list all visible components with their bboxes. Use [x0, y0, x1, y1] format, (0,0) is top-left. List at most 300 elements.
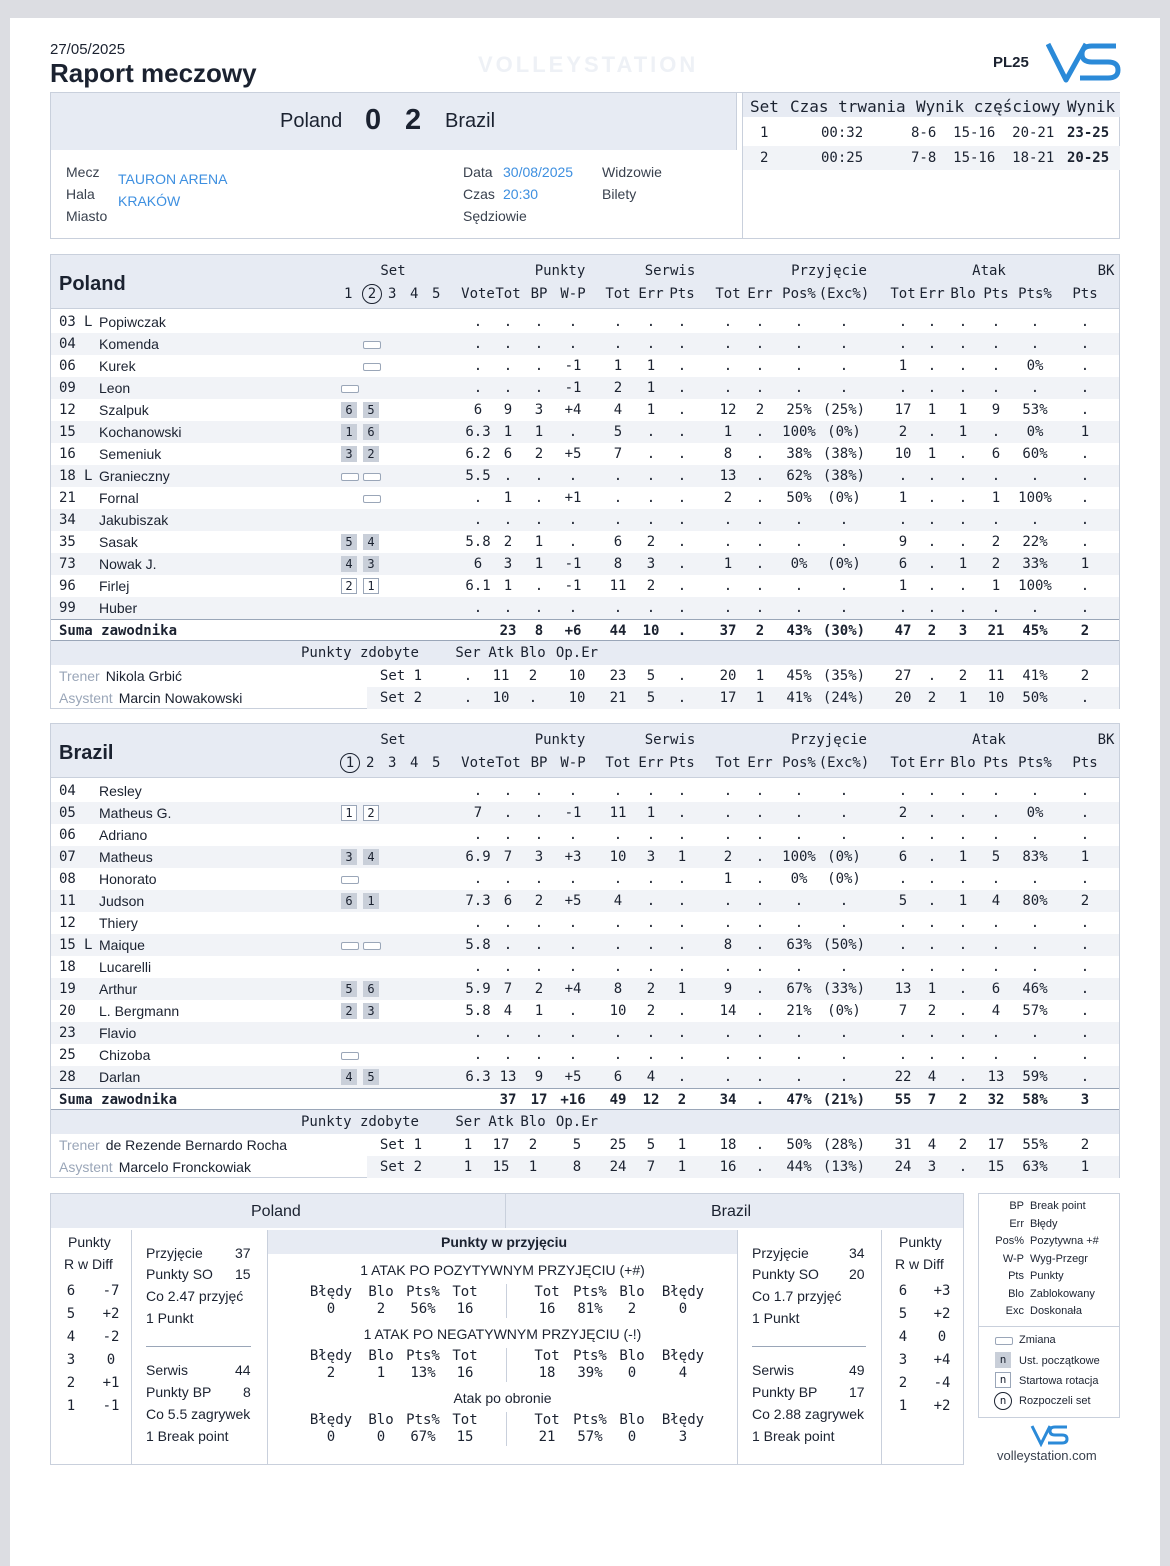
stat-cell: . — [839, 380, 849, 396]
home-so-label: Punkty SO — [146, 1266, 213, 1282]
stat-cell: . — [927, 600, 937, 616]
stat-cell: -1 — [564, 380, 582, 396]
stat-cell: . — [958, 915, 968, 931]
legend-abbr: Err — [1009, 1217, 1024, 1230]
vote-value: . — [473, 783, 483, 799]
stat-cell: 0% — [790, 556, 808, 572]
divider — [979, 1326, 1119, 1327]
coach-label — [59, 1137, 287, 1153]
stat-cell: 1 — [677, 849, 687, 865]
legend-abbr: Pos% — [995, 1235, 1024, 1247]
hala-value: TAURON ARENA — [118, 171, 228, 187]
stat-cell: . — [677, 600, 687, 616]
libero-marker: L — [84, 937, 93, 953]
player-name: Flavio — [99, 1025, 137, 1041]
section-value: 21 — [538, 1429, 556, 1445]
set-label: Set 2 — [379, 1159, 423, 1175]
stat-cell: 1 — [958, 402, 968, 418]
stat-cell: . — [1030, 871, 1040, 887]
summary-header-divider — [505, 1194, 506, 1228]
legend-desc: Doskonała — [1030, 1305, 1082, 1317]
pz-cell: . — [528, 690, 538, 706]
player-number: 28 — [59, 1069, 76, 1085]
section-col-header: Pts% — [573, 1284, 607, 1300]
score-bar — [51, 93, 737, 150]
stat-cell: 2 — [927, 1003, 937, 1019]
away-team-name: Brazil — [445, 110, 496, 132]
stat-cell: . — [1080, 358, 1090, 374]
rotation-box: 3 — [341, 849, 357, 865]
group-header: Przyjęcie — [791, 732, 867, 748]
rotation-diff: -4 — [933, 1375, 951, 1391]
stat-cell: . — [958, 959, 968, 975]
vote-value: . — [473, 314, 483, 330]
player-name: Lucarelli — [99, 959, 152, 975]
sum-cell: 2 — [677, 1092, 687, 1108]
stat-cell: . — [568, 468, 578, 484]
stat-cell: . — [958, 1025, 968, 1041]
stat-cell: 5 — [898, 893, 908, 909]
stat-cell: . — [1080, 1069, 1090, 1085]
set-label: Set 2 — [379, 690, 423, 706]
stat-cell: . — [677, 1047, 687, 1063]
column-header: Pts — [1072, 755, 1098, 771]
stat-cell: . — [723, 1047, 733, 1063]
player-number: 06 — [59, 827, 76, 843]
set-stat-cell: 1 — [677, 1159, 687, 1175]
set-stat-cell: 41% — [1022, 668, 1048, 684]
section-col-header: Tot — [452, 1348, 478, 1364]
stat-cell: 80% — [1022, 893, 1048, 909]
section-value: 39% — [577, 1365, 603, 1381]
set-number-header: 3 — [388, 755, 397, 771]
stat-cell: . — [958, 1069, 968, 1085]
column-header: Pts% — [1018, 755, 1052, 771]
stat-cell: 1 — [503, 578, 513, 594]
player-number: 73 — [59, 556, 76, 572]
pz-col-header: Atk — [488, 1114, 514, 1130]
set-stat-cell: 7 — [646, 1159, 656, 1175]
stat-cell: 5 — [613, 424, 623, 440]
home-so-value: 15 — [235, 1266, 251, 1282]
group-header: Przyjęcie — [791, 263, 867, 279]
sum-label: Suma zawodnika — [59, 1092, 178, 1108]
stat-cell: . — [755, 556, 765, 572]
set-stat-cell: 20 — [719, 668, 737, 684]
away-so-value: 20 — [849, 1266, 865, 1282]
player-row — [51, 890, 1119, 912]
sum-cell: 37 — [719, 623, 737, 639]
set-stat-cell: 11 — [987, 668, 1005, 684]
stat-cell: 8 — [613, 981, 623, 997]
stat-cell: . — [1080, 600, 1090, 616]
home-co-zagrywek: Co 5.5 zagrywek — [146, 1406, 251, 1422]
pz-col-header: Blo — [520, 645, 546, 661]
stat-cell: . — [646, 314, 656, 330]
stat-cell: 1 — [927, 446, 937, 462]
player-number: 05 — [59, 805, 76, 821]
stat-cell: (0%) — [827, 871, 861, 887]
stat-cell: . — [534, 314, 544, 330]
pz-label: Punkty zdobyte — [300, 645, 419, 661]
player-name: Jakubiszak — [99, 512, 169, 528]
stat-cell: . — [1030, 512, 1040, 528]
section-value: 13% — [410, 1365, 436, 1381]
stat-cell: (25%) — [822, 402, 866, 418]
stat-cell: 6 — [503, 446, 513, 462]
section-col-header: Pts% — [406, 1412, 440, 1428]
stat-cell: 8 — [613, 556, 623, 572]
rotation-box: 5 — [363, 402, 379, 418]
stat-cell: 22% — [1022, 534, 1048, 550]
sum-cell: 23 — [499, 623, 517, 639]
stat-cell: 1 — [898, 358, 908, 374]
stat-cell: . — [1030, 336, 1040, 352]
player-name: Resley — [99, 783, 142, 799]
stat-cell: . — [723, 600, 733, 616]
stat-cell: . — [898, 959, 908, 975]
away-punkt: 1 Punkt — [752, 1310, 800, 1326]
stat-cell: . — [568, 424, 578, 440]
stat-cell: . — [755, 805, 765, 821]
set-partial: 7-8 15-16 18-21 — [911, 150, 1055, 166]
away-co-przyjec: Co 1.7 przyjęć — [752, 1288, 842, 1304]
stat-cell: . — [503, 468, 513, 484]
sum-cell: . — [755, 1092, 765, 1108]
stat-cell: . — [568, 783, 578, 799]
column-header: Tot — [890, 755, 916, 771]
stat-cell: . — [958, 937, 968, 953]
stat-cell: . — [1080, 1003, 1090, 1019]
stat-cell: 2 — [646, 1003, 656, 1019]
stat-cell: . — [534, 871, 544, 887]
sum-cell: 2 — [958, 1092, 968, 1108]
stat-cell: . — [839, 600, 849, 616]
stat-cell: 2 — [534, 893, 544, 909]
sum-cell: 2 — [1080, 623, 1090, 639]
label-widzowie: Widzowie — [602, 164, 662, 180]
set-stat-cell: . — [958, 1159, 968, 1175]
player-number: 19 — [59, 981, 76, 997]
stat-cell: . — [1080, 534, 1090, 550]
stat-cell: . — [677, 1003, 687, 1019]
rotation-box: 5 — [363, 1069, 379, 1085]
pz-cell: 1 — [463, 1137, 473, 1153]
section-divider — [506, 1348, 507, 1382]
player-name: Judson — [99, 893, 145, 909]
stat-cell: 6 — [991, 981, 1001, 997]
legend-abbr: W-P — [1002, 1252, 1024, 1265]
stat-cell: . — [613, 937, 623, 953]
stat-cell: . — [927, 915, 937, 931]
vote-header: Vote — [461, 286, 495, 302]
stat-cell: . — [568, 1025, 578, 1041]
stat-cell: 13 — [719, 468, 737, 484]
stat-cell: . — [794, 314, 804, 330]
section-value: 56% — [410, 1301, 436, 1317]
stat-cell: 2 — [898, 805, 908, 821]
sum-cell: 44 — [609, 623, 627, 639]
stat-cell: . — [839, 336, 849, 352]
pz-cell: 11 — [492, 668, 510, 684]
player-name: Kochanowski — [99, 424, 182, 440]
player-row — [51, 421, 1119, 443]
column-header: Pts — [669, 755, 695, 771]
stat-cell: . — [991, 805, 1001, 821]
home-sets-won: 0 — [365, 104, 382, 136]
stat-cell: 2 — [991, 534, 1001, 550]
stat-cell: 7 — [503, 981, 513, 997]
coach-label — [59, 668, 182, 684]
stat-cell: 100% — [1018, 578, 1052, 594]
legend-desc: Break point — [1030, 1200, 1086, 1212]
home-przyjecie-label: Przyjęcie — [146, 1245, 203, 1261]
rotation-box: 6 — [363, 981, 379, 997]
stat-cell: . — [898, 827, 908, 843]
stat-cell: . — [677, 336, 687, 352]
set-number-header: 2 — [362, 284, 382, 304]
stat-cell: . — [613, 1025, 623, 1041]
stat-cell: 50% — [786, 490, 812, 506]
stat-cell: . — [898, 871, 908, 887]
stat-cell: . — [794, 600, 804, 616]
stat-cell: -1 — [564, 358, 582, 374]
stat-cell: . — [755, 336, 765, 352]
stat-cell: . — [927, 893, 937, 909]
stat-cell: . — [755, 871, 765, 887]
group-header: Punkty — [534, 263, 586, 279]
set-stat-cell: . — [927, 668, 937, 684]
sum-cell: 8 — [534, 623, 544, 639]
legend-abbr: Pts — [1008, 1270, 1024, 1282]
sum-cell: 17 — [530, 1092, 548, 1108]
column-header: (Exc%) — [818, 286, 870, 302]
set-stat-cell: 27 — [894, 668, 912, 684]
stat-cell: 7 — [613, 446, 623, 462]
divider — [752, 1346, 866, 1347]
stat-cell: . — [723, 336, 733, 352]
vote-value: . — [473, 490, 483, 506]
summary-away-name: Brazil — [711, 1203, 752, 1220]
stat-cell: . — [794, 358, 804, 374]
section-col-header: Tot — [534, 1284, 560, 1300]
stat-cell: . — [958, 981, 968, 997]
legend-start-rot-box: n — [995, 1372, 1011, 1388]
stat-cell: . — [958, 600, 968, 616]
rotation-diff: -7 — [102, 1283, 120, 1299]
stat-cell: 1 — [534, 424, 544, 440]
section-value: 0 — [678, 1301, 688, 1317]
player-name: Darlan — [99, 1069, 141, 1085]
section-col-header: Tot — [534, 1348, 560, 1364]
column-header: Pts% — [1018, 286, 1052, 302]
vote-value: 6.1 — [465, 578, 491, 594]
set-stat-cell: 20 — [894, 690, 912, 706]
rotation-diff: -1 — [102, 1398, 120, 1414]
rotation-box: 6 — [341, 893, 357, 909]
pz-cell: 5 — [572, 1137, 582, 1153]
rotation-diff: -2 — [102, 1329, 120, 1345]
stat-cell: 2 — [646, 534, 656, 550]
stat-cell: . — [755, 783, 765, 799]
stat-cell: . — [839, 827, 849, 843]
player-row — [51, 824, 1119, 846]
section-value: 81% — [577, 1301, 603, 1317]
stat-cell: . — [613, 827, 623, 843]
pz-cell: . — [463, 690, 473, 706]
czas-value: 20:30 — [503, 186, 539, 202]
points-scored-header — [51, 1110, 1119, 1134]
stat-cell: . — [927, 556, 937, 572]
stat-cell: . — [794, 578, 804, 594]
column-header: Tot — [890, 286, 916, 302]
stat-cell: 3 — [503, 556, 513, 572]
set-stat-cell: 4 — [927, 1137, 937, 1153]
stat-cell: +4 — [564, 402, 582, 418]
stat-cell: . — [534, 578, 544, 594]
set-stat-cell: 2 — [1080, 1137, 1090, 1153]
stat-cell: (0%) — [827, 424, 861, 440]
stat-cell: . — [958, 314, 968, 330]
group-header: BK — [1097, 263, 1115, 279]
sets-header-score: Wynik — [1067, 97, 1116, 116]
player-name: L. Bergmann — [99, 1003, 180, 1019]
stat-cell: . — [646, 827, 656, 843]
stat-cell: . — [568, 1003, 578, 1019]
away-so-label: Punkty SO — [752, 1266, 819, 1282]
player-row — [51, 934, 1119, 956]
sum-row — [51, 619, 1119, 641]
label-data: Data — [463, 164, 493, 180]
player-row — [51, 355, 1119, 377]
stat-cell: . — [794, 512, 804, 528]
player-number: 99 — [59, 600, 76, 616]
sum-cell: 49 — [609, 1092, 627, 1108]
stat-cell: . — [927, 490, 937, 506]
stat-cell: . — [839, 805, 849, 821]
section-col-header: Błędy — [309, 1412, 353, 1428]
section-value: 15 — [456, 1429, 474, 1445]
player-row — [51, 1000, 1119, 1022]
brazil-stats-table — [50, 723, 1120, 1178]
sum-cell: 37 — [499, 1092, 517, 1108]
player-row — [51, 531, 1119, 553]
libero-marker: L — [84, 314, 93, 330]
stat-cell: (0%) — [827, 556, 861, 572]
section-value: 1 — [376, 1365, 386, 1381]
player-row — [51, 465, 1119, 487]
away-punkty-label: Punkty — [899, 1234, 942, 1250]
rotation-number: 5 — [898, 1306, 908, 1322]
set-stat-cell: 17 — [987, 1137, 1005, 1153]
stat-cell: (38%) — [822, 468, 866, 484]
stat-cell: . — [1080, 490, 1090, 506]
section-value: 3 — [678, 1429, 688, 1445]
vote-value: . — [473, 1025, 483, 1041]
stat-cell: . — [677, 1069, 687, 1085]
home-punkty-label: Punkty — [68, 1234, 111, 1250]
stat-cell: . — [613, 600, 623, 616]
stat-cell: 83% — [1022, 849, 1048, 865]
rotation-number: 1 — [66, 1398, 76, 1414]
stat-cell: . — [723, 380, 733, 396]
player-row — [51, 399, 1119, 421]
stat-cell: . — [927, 534, 937, 550]
player-row — [51, 1066, 1119, 1088]
column-header: Pts — [983, 286, 1009, 302]
stat-cell: 6 — [613, 534, 623, 550]
stat-cell: 4 — [613, 402, 623, 418]
stat-cell: . — [991, 1025, 1001, 1041]
stat-cell: . — [755, 1047, 765, 1063]
section-col-header: Pts% — [573, 1412, 607, 1428]
stat-cell: . — [568, 827, 578, 843]
stat-cell: . — [755, 314, 765, 330]
vote-value: 5.8 — [465, 534, 491, 550]
stat-cell: . — [991, 1047, 1001, 1063]
group-header: Atak — [972, 732, 1006, 748]
stat-cell: . — [1030, 937, 1040, 953]
stat-cell: . — [503, 915, 513, 931]
coach-row — [51, 1134, 1119, 1156]
section-col-header: Tot — [452, 1284, 478, 1300]
stat-cell: . — [794, 959, 804, 975]
stat-cell: . — [677, 827, 687, 843]
stat-cell: . — [1080, 512, 1090, 528]
stat-cell: . — [534, 1047, 544, 1063]
stat-cell: . — [991, 468, 1001, 484]
stat-cell: . — [958, 1003, 968, 1019]
stat-cell: . — [991, 380, 1001, 396]
stat-cell: 53% — [1022, 402, 1048, 418]
stat-cell: . — [958, 446, 968, 462]
stat-cell: . — [839, 893, 849, 909]
stat-cell: . — [677, 915, 687, 931]
label-czas: Czas — [463, 186, 495, 202]
stat-cell: . — [927, 805, 937, 821]
section-value: 0 — [376, 1429, 386, 1445]
player-row — [51, 912, 1119, 934]
stat-cell: . — [755, 490, 765, 506]
stat-cell: 1 — [991, 490, 1001, 506]
stat-cell: +4 — [564, 981, 582, 997]
stat-cell: . — [568, 871, 578, 887]
stat-cell: . — [568, 600, 578, 616]
player-number: 23 — [59, 1025, 76, 1041]
stat-cell: . — [794, 783, 804, 799]
stat-cell: 9 — [723, 981, 733, 997]
group-header: Atak — [972, 263, 1006, 279]
stat-cell: . — [898, 1025, 908, 1041]
stat-cell: -1 — [564, 556, 582, 572]
stat-cell: . — [723, 1025, 733, 1041]
player-number: 35 — [59, 534, 76, 550]
stat-cell: . — [723, 1069, 733, 1085]
column-header: Pts — [669, 286, 695, 302]
player-number: 04 — [59, 336, 76, 352]
stat-cell: 63% — [786, 937, 812, 953]
sets-header-time: Czas trwania — [790, 97, 906, 116]
stat-cell: 2 — [723, 849, 733, 865]
stat-cell: . — [503, 805, 513, 821]
set-number-header: 5 — [432, 755, 441, 771]
stat-cell: . — [958, 578, 968, 594]
sum-cell: . — [677, 623, 687, 639]
legend-circle-box: n — [994, 1392, 1012, 1410]
stat-cell: 6 — [991, 446, 1001, 462]
player-row — [51, 780, 1119, 802]
set-stat-cell: 2 — [1080, 668, 1090, 684]
